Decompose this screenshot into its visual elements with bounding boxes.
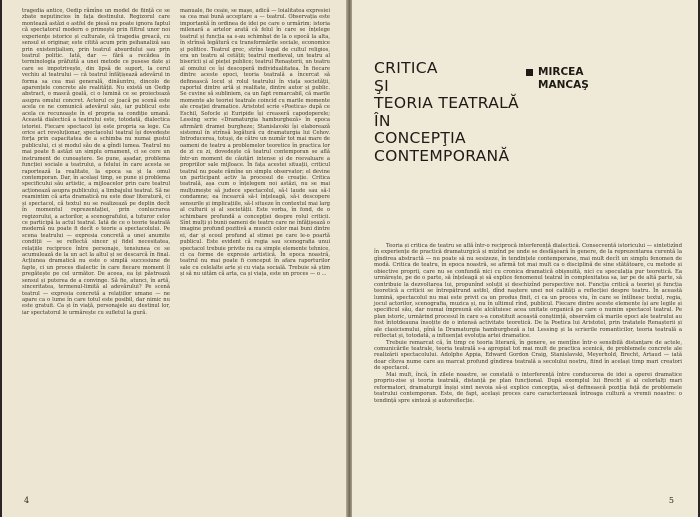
title-line: CONTEMPORANĂ bbox=[374, 146, 510, 165]
right-page-number: 5 bbox=[668, 496, 674, 505]
body-paragraph: Mai mult, încă, în zilele noastre, se constată o interferență între conducerea de idei a operei dramatice propriu-zise și teoria teatrală, distanță pe plan funcțional. După exemplul lui Brecht și al celorlalți mari reformatori, dramaturgii înșiși simt nevoia să-și explice concepția, să-și definească poziția față de problemele teatrului contemporan. Este, de fapt, același proces care caracterizează întreaga cultură a vremii noastre: o tendință spre sinteză și autoreflecție. bbox=[374, 371, 682, 404]
title-line: CONCEPŢIA bbox=[374, 129, 466, 147]
title-line: CRITICA bbox=[374, 59, 438, 77]
title-line: TEORIA TEATRALĂ bbox=[374, 94, 519, 112]
left-page-number: 4 bbox=[24, 496, 30, 505]
left-page bbox=[2, 0, 348, 517]
article-body bbox=[374, 243, 682, 404]
author-last-name: MANCAŞ bbox=[538, 79, 589, 91]
author-name bbox=[526, 66, 589, 92]
title-line: ŞI bbox=[374, 76, 390, 95]
article-title bbox=[374, 60, 524, 165]
left-column-1 bbox=[22, 8, 170, 316]
left-column-2 bbox=[180, 8, 330, 278]
right-page bbox=[352, 0, 698, 517]
title-line: ÎN bbox=[374, 111, 391, 130]
body-paragraph: Teoria și critica de teatru se află într-o reciprocă interferență dialectică. Consecventă istoricului — sintetizînd în experiențe de practică dramaturgică și mizînd pe unde se desfăşoară în genere, de la reprezentarea curentă la gîndirea abstractă — nu poate să nu sesizeze, în tendințele contemporane, mai mult decît un simplu fenomen de modă. Critica de teatru, în epoca noastră, se afirmă tot mai mult ca o disciplină de sine stătătoare, cu metode și obiective proprii, care nu se confundă nici cu cronica dramatică obișnuită, nici cu speculația pur teoretică. Ea urmărește, pe de o parte, să înțeleagă și să explice fenomenul teatral în complexitatea sa, iar pe de altă parte, să contribuie la dezvoltarea lui, propunînd soluții și deschizînd perspective noi. Funcția critică a teoriei și funcția teoretică a criticii se întrepătrund astfel, dînd naștere unei noi calități a reflecției despre teatru. În această lumină, spectacolul nu mai este privit ca un produs finit, ci ca un proces viu, în care se întîlnesc textul, regia, jocul actorilor, scenografia, muzica și, nu în ultimul rînd, publicul. Fiecare dintre aceste elemente își are legile și specificul său, dar numai împreună ele alcătuiesc acea unitate organică pe care o numim spectacol teatral. Pe plan istoric, urmărind procesul în care s-a constituit această conștiință, observăm că marile epoci ale teatrului au fost întotdeauna însoțite de o intensă activitate teoretică. De la Poetica lui Aristotel, prin tratatele Renașterii și ale clasicismului, pînă la Dramaturgia hamburgheză a lui Lessing și la scrierile romanticilor, teoria teatrală a reflectat și, totodată, a influențat evoluția artei dramatice. bbox=[374, 243, 682, 340]
left-column-2-text: manuale, fie ceaie, se mașe, adică — loialitatea expresiei sa cea mai bună acceptare a — teatrul. Observația este importantă în ordinea de idei pe care o urmărim: istoria milenară a artelor arată că felul în care se înțelege teatrul și funcția sa s-au schimbat de la o epocă la alta, în strînsă legătură cu transformările sociale, economice și politice. Teatrul grec, strîns legat de cultul religios, era un teatru al cetății; teatrul medieval, un teatru al bisericii și al pieței publice; teatrul Renașterii, un teatru al omului ce își descoperă individualitatea. În fiecare dintre aceste epoci, teoria teatrală a încercat să definească locul și rolul teatrului în viața societății, raportul dintre artă și realitate, dintre autor și public. Se cuvine să subliniem, ca un fapt remarcabil, că marile momente ale teoriei teatrale coincid cu marile momente ale creației dramatice. Aristotel scrie «Poetica» după ce Eschil, Sofocle și Euripide își creaseră capodoperele; Lessing scrie «Dramaturgia hamburgheză» în epoca afirmării dramei burgheze; Stanislavski își elaborează sistemul în strînsă legătură cu dramaturgia lui Cehov. Introducerea, totuși, de către un număr tot mai mare de oameni de teatru a problemelor teoretice în practica lor de zi cu zi, dovedește că teatrul contemporan se află într-un moment de căutări intense și de reevaluare a propriilor sale mijloace. În fața acestei situații, criticul teatral nu poate rămîne un simplu observator; el devine un participant activ la procesul de creație. Critica teatrală, așa cum o înțelegem noi astăzi, nu se mai mulțumește să judece spectacolul, să-l laude sau să-l condamne; ea încearcă să-l înțeleagă, să-i descopere sensurile și implicațiile, să-l situeze în contextul mai larg al culturii și al societății. Este vorba, în fond, de o schimbare profundă a concepției despre rolul criticii. Sînt mulți și bunii oameni de teatru care ne înfățișează o imagine profund pozitivă a muncii celor mai buni dintre ei, dar și ecoul profund al stimei pe care le-o poartă publicul. Este evident că regia sau scenografia unui spectacol trebuie privite nu ca simple elemente tehnice, ci ca forme de expresie artistică. În epoca noastră, teatrul nu mai poate fi conceput în afara raporturilor sale cu celelalte arte și cu viața socială. Trebuie să știm și să nu uităm că arta, ca și viața, este un proces — o ... bbox=[180, 8, 330, 278]
body-paragraph: Trebuie remarcat că, în timp ce teoria literară, în genere, se mențîne într-o sensibilă distanțare de actele, comunicările teatrale, teoria teatrală s-a apropiat tot mai mult de practica scenică, de problemele concrete ale realizării spectacolului. Adolphe Appia, Edward Gordon Craig, Stanislavski, Meyerhold, Brecht, Artaud — iată doar cîteva nume care au marcat profund gîndirea teatrală a secolului nostru, fiind în același timp mari creatori de spectacol. bbox=[374, 339, 682, 372]
author-first-name: MIRCEA bbox=[538, 66, 584, 78]
left-column-1-text: tragedia antice, Oedip rămîne un model de ființă ce se zbate neputincios în fața destinului. Regizorul care montează astăzi o astfel de piesă nu poate ignora faptul că spectatorul modern o primește prin filtrul unor noi experiențe istorice și culturale, că tragedia greacă, cu sensul ei originar, este citită acum prin psihanaliză sau prin existențialism, prin teatrul absurdului sau prin teatrul politic. Iată, dar — fără a recădea în terminologia prăfuită a unei metode ce pusese date și care se impotrivește, din lipsă de suport, la cerul vechiu al teatrului — că teatrul înfățișează adevărul in forma sa cea mai generală, dinăuntru, dincolo de aparențele concrete ale realității. Nu există un Oedip abstract, o mască goală, ci o lumină ce se proiectează asupra omului concret. Actorul ce joacă pe scenă este acela ce ne comunică adevărul său, iar publicul este acela ce recunoaște în el propria sa condiție umană. Această dialectică a teatrului este, totodată, dialectica istoriei. Fiecare spectacol își este propria sa lege. Ca orice act revoluționar, spectacolul teatral își dovedește forța prin capacitatea de a schimba nu numai gustul publicului, ci și modul său de a gîndi lumea. Teatrul nu mai poate fi astăzi un simplu ornament, ci se cere un instrument de cunoaștere. Se pune, așadar, problema funcției sociale a teatrului, a felului în care acesta se raportează la realitate, la epoca sa și la omul contemporan. Dar, în același timp, se pune și problema specificului său artistic, a mijloacelor prin care teatrul acționează asupra publicului, a limbajului teatral. Să ne reamintim că arta dramatică nu este doar literatură, ci și spectacol, că textul nu se realizează pe deplin decît în momentul reprezentației, prin conlucrarea regizorului, a actorilor, a scenografului, a tuturor celor ce participă la actul teatral. Iată de ce o teorie teatrală modernă nu poate fi decît o teorie a spectacolului. Pe scena teatrului — expresia concretă a unei anumite condiții — se reflectă sincer și fidel necesitatea, relațiile reciproce între personaje, tensiunea ce se acumulează de la un act la altul și se descarcă în final. Acțiunea dramatică nu este o simplă succesiune de fapte, ci un proces dialectic în care fiecare moment îl pregătește pe cel următor. De aceea, ea își păstrează sensul și puterea de a convinge. Să fie, atunci, în artă, sinceritatea, termenul-limită al adevărului? Pe scenă teatrul — expresia concretă a relațiilor umane — ne apare ca o lume în care totul este posibil, dar nimic nu este gratuit. Ca și în viață, personajele au destinul lor, iar spectatorul le urmărește cu sufletul la gură. bbox=[22, 8, 170, 316]
square-bullet-icon bbox=[526, 69, 533, 76]
